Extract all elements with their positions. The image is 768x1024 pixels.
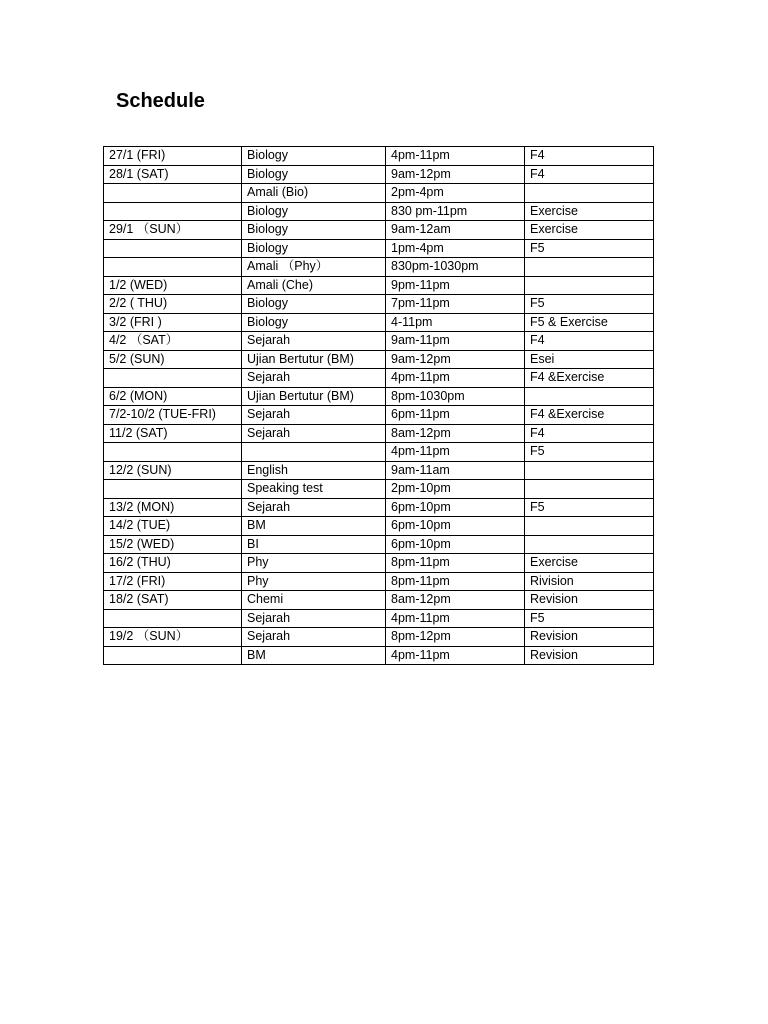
subject-cell: Amali (Bio) [242, 184, 386, 203]
date-cell: 17/2 (FRI) [104, 572, 242, 591]
note-cell: Revision [525, 646, 654, 665]
subject-cell: Speaking test [242, 480, 386, 499]
table-row [104, 461, 654, 480]
table-row [104, 646, 654, 665]
subject-cell: Sejarah [242, 609, 386, 628]
date-cell [104, 202, 242, 221]
subject-cell: Biology [242, 221, 386, 240]
subject-cell: Biology [242, 239, 386, 258]
table-row [104, 313, 654, 332]
date-cell: 29/1 （SUN） [104, 221, 242, 240]
time-cell: 9am-11pm [386, 332, 525, 351]
subject-cell: Amali （Phy） [242, 258, 386, 277]
subject-cell: Sejarah [242, 628, 386, 647]
table-row [104, 628, 654, 647]
time-cell: 6pm-11pm [386, 406, 525, 425]
note-cell [525, 184, 654, 203]
time-cell: 8pm-11pm [386, 554, 525, 573]
note-cell: F5 [525, 443, 654, 462]
time-cell: 8pm-1030pm [386, 387, 525, 406]
note-cell: F5 & Exercise [525, 313, 654, 332]
time-cell: 9am-12pm [386, 165, 525, 184]
time-cell: 8am-12pm [386, 591, 525, 610]
time-cell: 4pm-11pm [386, 147, 525, 166]
page-title: Schedule [116, 90, 205, 112]
date-cell [104, 239, 242, 258]
note-cell: F4 [525, 424, 654, 443]
note-cell: F4 [525, 147, 654, 166]
time-cell: 9am-11am [386, 461, 525, 480]
table-row [104, 165, 654, 184]
date-cell: 2/2 ( THU) [104, 295, 242, 314]
date-cell: 6/2 (MON) [104, 387, 242, 406]
subject-cell: Sejarah [242, 369, 386, 388]
note-cell: Rivision [525, 572, 654, 591]
table-row [104, 387, 654, 406]
note-cell: F4 &Exercise [525, 369, 654, 388]
date-cell [104, 443, 242, 462]
time-cell: 830 pm-11pm [386, 202, 525, 221]
subject-cell: Sejarah [242, 498, 386, 517]
date-cell: 7/2-10/2 (TUE-FRI) [104, 406, 242, 425]
table-row [104, 443, 654, 462]
note-cell: F5 [525, 295, 654, 314]
table-row [104, 276, 654, 295]
table-row [104, 350, 654, 369]
subject-cell: Sejarah [242, 406, 386, 425]
table-row [104, 184, 654, 203]
date-cell: 27/1 (FRI) [104, 147, 242, 166]
table-row [104, 295, 654, 314]
note-cell: Exercise [525, 221, 654, 240]
table-row [104, 609, 654, 628]
subject-cell: BM [242, 517, 386, 536]
date-cell: 4/2 （SAT） [104, 332, 242, 351]
table-row [104, 221, 654, 240]
table-row [104, 406, 654, 425]
date-cell [104, 646, 242, 665]
time-cell: 6pm-10pm [386, 517, 525, 536]
date-cell: 11/2 (SAT) [104, 424, 242, 443]
subject-cell: Biology [242, 313, 386, 332]
time-cell: 8pm-11pm [386, 572, 525, 591]
time-cell: 2pm-10pm [386, 480, 525, 499]
date-cell [104, 369, 242, 388]
note-cell [525, 461, 654, 480]
time-cell: 6pm-10pm [386, 498, 525, 517]
note-cell [525, 387, 654, 406]
table-row [104, 258, 654, 277]
subject-cell: Biology [242, 202, 386, 221]
subject-cell: Biology [242, 295, 386, 314]
table-row [104, 572, 654, 591]
subject-cell: Phy [242, 572, 386, 591]
table-row [104, 202, 654, 221]
date-cell: 3/2 (FRI ) [104, 313, 242, 332]
subject-cell: Biology [242, 147, 386, 166]
note-cell: Exercise [525, 202, 654, 221]
schedule-table-body [104, 147, 654, 665]
time-cell: 8pm-12pm [386, 628, 525, 647]
note-cell: F4 [525, 165, 654, 184]
table-row [104, 147, 654, 166]
date-cell: 28/1 (SAT) [104, 165, 242, 184]
subject-cell: Chemi [242, 591, 386, 610]
time-cell: 4-11pm [386, 313, 525, 332]
note-cell: Esei [525, 350, 654, 369]
date-cell [104, 184, 242, 203]
note-cell: F5 [525, 239, 654, 258]
subject-cell: Sejarah [242, 424, 386, 443]
table-row [104, 424, 654, 443]
table-row [104, 332, 654, 351]
note-cell: Revision [525, 628, 654, 647]
note-cell: F5 [525, 609, 654, 628]
note-cell: F4 [525, 332, 654, 351]
time-cell: 830pm-1030pm [386, 258, 525, 277]
table-row [104, 535, 654, 554]
time-cell: 1pm-4pm [386, 239, 525, 258]
time-cell: 6pm-10pm [386, 535, 525, 554]
subject-cell: Biology [242, 165, 386, 184]
schedule-table [103, 146, 654, 665]
note-cell [525, 535, 654, 554]
note-cell: F5 [525, 498, 654, 517]
note-cell [525, 517, 654, 536]
date-cell: 16/2 (THU) [104, 554, 242, 573]
time-cell: 4pm-11pm [386, 609, 525, 628]
time-cell: 7pm-11pm [386, 295, 525, 314]
table-row [104, 239, 654, 258]
table-row [104, 517, 654, 536]
table-row [104, 591, 654, 610]
note-cell: Revision [525, 591, 654, 610]
date-cell: 14/2 (TUE) [104, 517, 242, 536]
table-row [104, 498, 654, 517]
date-cell: 15/2 (WED) [104, 535, 242, 554]
subject-cell: Phy [242, 554, 386, 573]
date-cell: 1/2 (WED) [104, 276, 242, 295]
subject-cell: BI [242, 535, 386, 554]
table-row [104, 554, 654, 573]
date-cell: 5/2 (SUN) [104, 350, 242, 369]
subject-cell: Amali (Che) [242, 276, 386, 295]
subject-cell: Ujian Bertutur (BM) [242, 387, 386, 406]
note-cell [525, 276, 654, 295]
date-cell [104, 480, 242, 499]
note-cell: F4 &Exercise [525, 406, 654, 425]
time-cell: 9pm-11pm [386, 276, 525, 295]
time-cell: 8am-12pm [386, 424, 525, 443]
table-row [104, 480, 654, 499]
note-cell [525, 480, 654, 499]
time-cell: 4pm-11pm [386, 369, 525, 388]
subject-cell: BM [242, 646, 386, 665]
time-cell: 9am-12pm [386, 350, 525, 369]
date-cell: 12/2 (SUN) [104, 461, 242, 480]
subject-cell: English [242, 461, 386, 480]
date-cell: 18/2 (SAT) [104, 591, 242, 610]
subject-cell: Sejarah [242, 332, 386, 351]
time-cell: 4pm-11pm [386, 443, 525, 462]
time-cell: 4pm-11pm [386, 646, 525, 665]
date-cell: 19/2 （SUN） [104, 628, 242, 647]
time-cell: 2pm-4pm [386, 184, 525, 203]
time-cell: 9am-12am [386, 221, 525, 240]
note-cell: Exercise [525, 554, 654, 573]
table-row [104, 369, 654, 388]
date-cell [104, 258, 242, 277]
subject-cell [242, 443, 386, 462]
date-cell: 13/2 (MON) [104, 498, 242, 517]
note-cell [525, 258, 654, 277]
date-cell [104, 609, 242, 628]
subject-cell: Ujian Bertutur (BM) [242, 350, 386, 369]
